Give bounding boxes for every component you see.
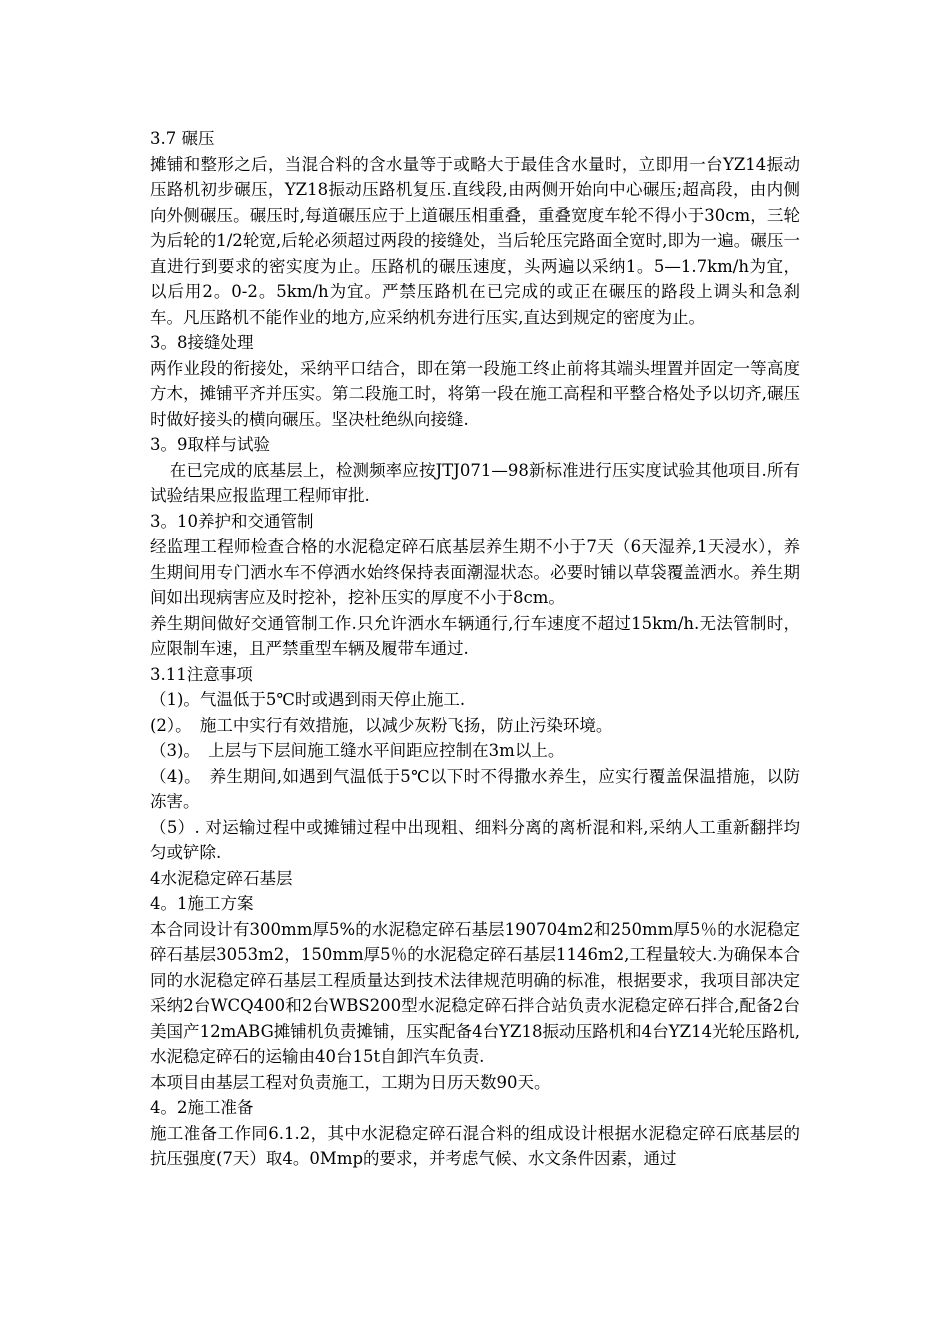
section-heading-4-2: 4。2施工准备 [150,1098,254,1117]
section-heading-3-8: 3。8接缝处理 [150,333,254,352]
paragraph-compaction: 摊铺和整形之后，当混合料的含水量等于或略大于最佳含水量时，立即用一台YZ14振动压路机初步碾压，YZ18振动压路机复压.直线段,由两侧开始向中心碾压;超高段，由内侧向外侧碾压。碾压时,每道碾压应于上道碾压相重叠，重叠宽度车轮不得小于30cm，三轮为后轮的1/2轮宽,后轮必须超过两段的接缝处，当后轮压完路面全宽时,即为一遍。碾压一直进行到要求的密实度为止。压路机的碾压速度，头两遍以采纳1。5—1.7km/h为宜，以后用2。0-2。5km/h为宜。严禁压路机在已完成的或正在碾压的路段上调头和急刹车。凡压路机不能作业的地方,应采纳机夯进行压实,直达到规定的密度为止。 [150,154,800,327]
section-heading-3-11: 3.11注意事项 [150,664,253,684]
section-heading-3-9: 3。9取样与试验 [150,435,270,454]
section-heading-4: 4水泥稳定碎石基层 [150,868,293,888]
paragraph-preparation: 施工准备工作同6.1.2，其中水泥稳定碎石混合料的组成设计根据水泥稳定碎石底基层的抗压强度(7天）取4。0Mmp的要求，并考虑气候、水文条件因素，通过 [150,1123,800,1168]
note-item-2: (2）。 施工中实行有效措施，以减少灰粉飞扬，防止污染环境。 [150,715,613,735]
note-item-1: （1)。气温低于5℃时或遇到雨天停止施工. [150,690,466,709]
note-item-3: （3)。 上层与下层间施工缝水平间距应控制在3m以上。 [150,741,565,760]
note-item-5: （5）. 对运输过程中或摊铺过程中出现粗、细料分离的离析混和料,采纳人工重新翻拌均匀或铲除. [150,817,800,862]
paragraph-sampling: 在已完成的底基层上，检测频率应按JTJ071—98新标准进行压实度试验其他项目.所有试验结果应报监理工程师审批. [150,460,800,505]
section-heading-4-1: 4。1施工方案 [150,894,254,913]
section-heading-3-7: 3.7 碾压 [150,129,215,148]
paragraph-traffic-control: 养生期间做好交通管制工作.只允许洒水车辆通行,行车速度不超过15km/h.无法管制时，应限制车速，且严禁重型车辆及履带车通过. [150,613,800,658]
paragraph-construction-plan: 本合同设计有300mm厚5%的水泥稳定碎石基层190704m2和250mm厚5％的水泥稳定碎石基层3053m2，150mm厚5％的水泥稳定碎石基层1146m2,工程量较大.为确保本合同的水泥稳定碎石基层工程质量达到技术法律规范明确的标准，根据要求，我项目部决定采纳2台WCQ400和2台WBS200型水泥稳定碎石拌合站负责水泥稳定碎石拌合,配备2台美国产12mABG摊铺机负责摊铺，压实配备4台YZ18振动压路机和4台YZ14光轮压路机,水泥稳定碎石的运输由40台15t自卸汽车负责. [150,919,800,1066]
note-item-4: （4)。 养生期间,如遇到气温低于5℃以下时不得撒水养生，应实行覆盖保温措施，以防冻害。 [150,766,800,811]
paragraph-joint-treatment: 两作业段的衔接处，采纳平口结合，即在第一段施工终止前将其端头埋置并固定一等高度方木，摊铺平齐并压实。第二段施工时，将第一段在施工高程和平整合格处予以切齐,碾压时做好接头的横向碾压。坚决杜绝纵向接缝. [150,358,800,429]
section-heading-3-10: 3。10养护和交通管制 [150,511,314,531]
paragraph-schedule: 本项目由基层工程对负责施工，工期为日历天数90天。 [150,1072,551,1092]
document-page [150,126,800,1172]
paragraph-curing: 经监理工程师检查合格的水泥稳定碎石底基层养生期不小于7天（6天湿养,1天浸水），养生期间用专门洒水车不停洒水始终保持表面潮湿状态。必要时铺以草袋覆盖洒水。养生期间如出现病害应及时挖补，挖补压实的厚度不小于8cm。 [150,537,800,607]
